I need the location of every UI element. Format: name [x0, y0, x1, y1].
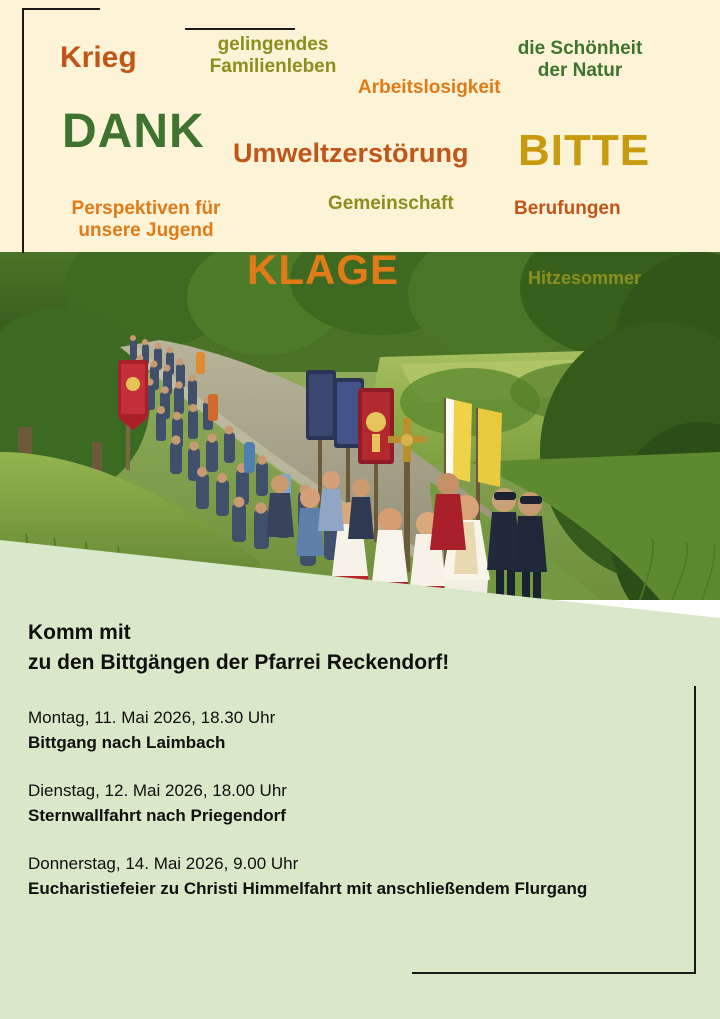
word-arbeitslosigkeit: Arbeitslosigkeit — [358, 77, 501, 98]
word-line-2: Familienleben — [209, 56, 337, 78]
word-umweltzerstoerung: Umweltzerstörung — [233, 138, 469, 168]
word-line-1: Perspektiven für — [71, 198, 221, 219]
decorative-bracket-top-left — [22, 8, 100, 10]
event-item — [28, 778, 688, 829]
decorative-bracket-left — [22, 8, 24, 253]
event-item — [28, 851, 688, 902]
event-title: Eucharistiefeier zu Christi Himmelfahrt mit anschließendem Flurgang — [28, 879, 588, 899]
word-perspektiven-fuer-unsere-jugend — [60, 198, 232, 243]
word-bitte: BITTE — [518, 126, 651, 175]
event-info — [28, 618, 688, 924]
event-datetime: Montag, 11. Mai 2026, 18.30 Uhr — [28, 707, 276, 727]
word-line-2: unsere Jugend — [78, 220, 214, 242]
decorative-bracket-bottom-right — [412, 972, 696, 974]
word-line-2: der Natur — [537, 60, 623, 82]
word-line-1: die Schönheit — [517, 38, 643, 59]
word-line-1: gelingendes — [217, 34, 329, 55]
word-klage: KLAGE — [247, 246, 399, 293]
headline-line-2: zu den Bittgängen der Pfarrei Reckendorf! — [28, 651, 450, 675]
event-item — [28, 705, 688, 756]
page-title — [28, 618, 688, 679]
word-krieg: Krieg — [60, 41, 137, 74]
headline-line-1: Komm mit — [28, 621, 131, 644]
word-cloud — [0, 0, 720, 330]
word-hitzesommer: Hitzesommer — [528, 268, 642, 288]
word-berufungen: Berufungen — [514, 198, 621, 219]
event-title: Sternwallfahrt nach Priegendorf — [28, 806, 286, 826]
decorative-bracket-right — [694, 686, 696, 974]
word-gemeinschaft: Gemeinschaft — [328, 193, 454, 214]
word-dank: DANK — [62, 105, 205, 158]
event-datetime: Donnerstag, 14. Mai 2026, 9.00 Uhr — [28, 853, 299, 873]
event-title: Bittgang nach Laimbach — [28, 733, 226, 753]
decorative-line-top — [185, 28, 295, 30]
event-datetime: Dienstag, 12. Mai 2026, 18.00 Uhr — [28, 780, 287, 800]
word-gelingendes-familienleben — [198, 34, 348, 79]
word-schoenheit-der-natur — [500, 38, 660, 83]
